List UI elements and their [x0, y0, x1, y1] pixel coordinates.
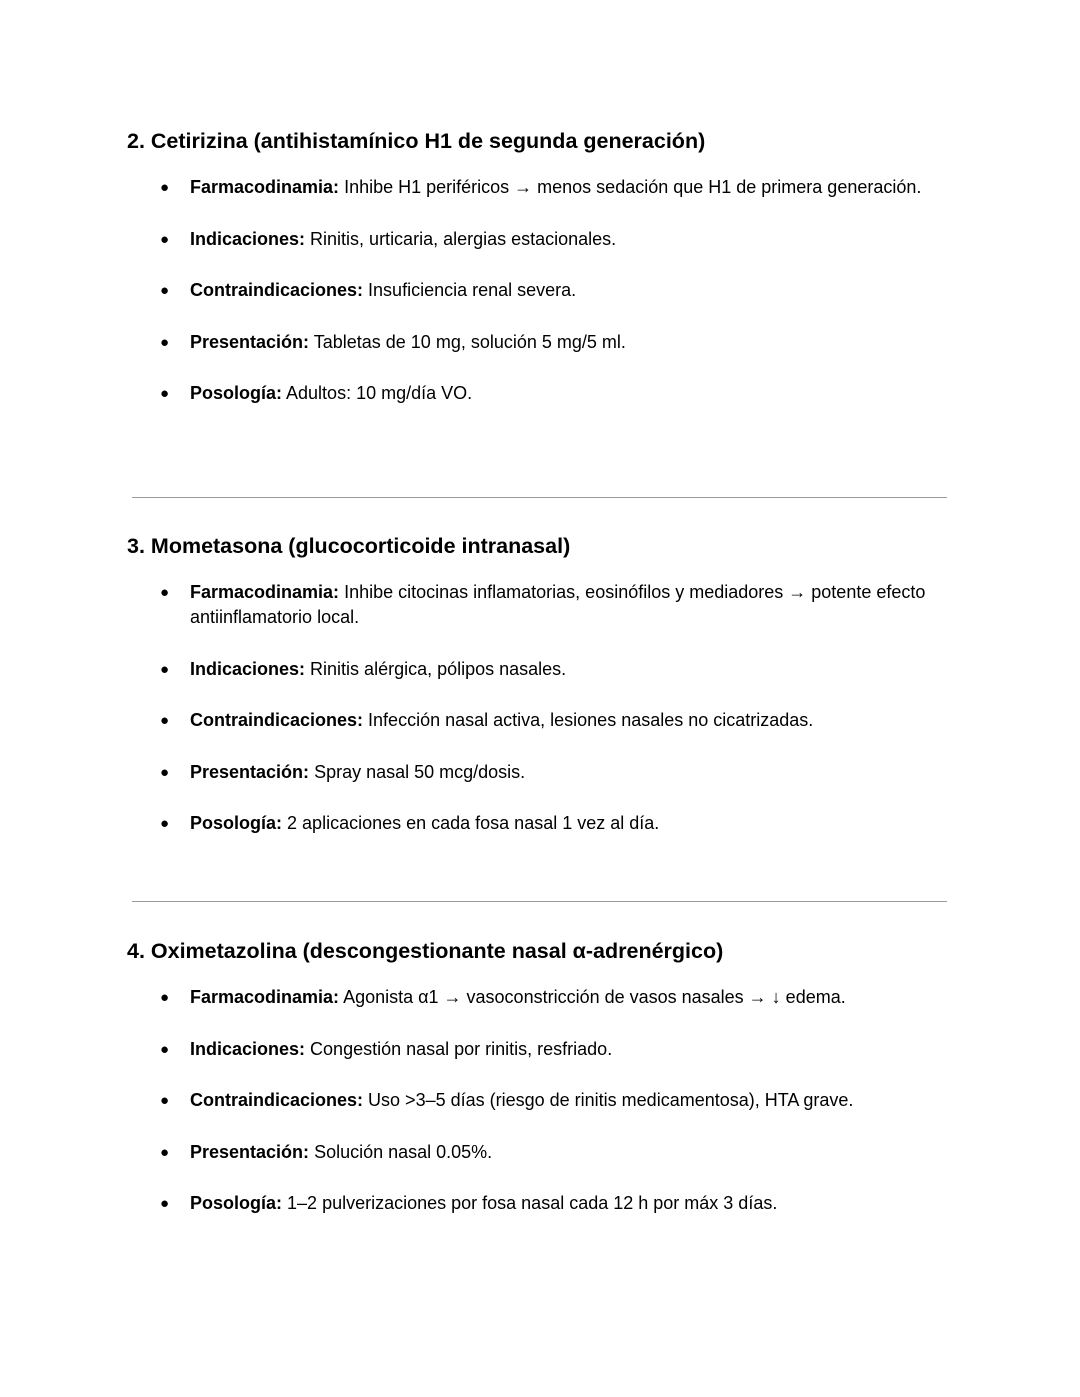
list-item [127, 227, 930, 252]
horizontal-divider [132, 497, 947, 498]
list-item [127, 760, 930, 785]
item-text: Agonista α1 → vasoconstricción de vasos nasales → ↓ edema. [343, 987, 846, 1007]
item-text: Tabletas de 10 mg, solución 5 mg/5 ml. [313, 331, 626, 352]
list-item [127, 1140, 930, 1165]
bullet-icon: ● [160, 282, 170, 299]
list-item [127, 1088, 930, 1113]
drug-info-list [127, 580, 957, 836]
item-text: Inhibe citocinas inflamatorias, eosinófilos y mediadores → potente efecto antiinflamatorio local. [190, 582, 926, 627]
item-text: Inhibe H1 periféricos → menos sedación que H1 de primera generación. [344, 177, 922, 197]
item-text: Adultos: 10 mg/día VO. [286, 383, 473, 403]
item-label: Presentación: [190, 761, 310, 782]
list-item [127, 330, 930, 355]
bullet-icon: ● [160, 1040, 170, 1058]
item-text: 1–2 pulverizaciones por fosa nasal cada 12 h por máx 3 días. [287, 1193, 778, 1213]
list-item [127, 175, 930, 200]
bullet-icon: ● [160, 385, 170, 402]
drug-section [127, 531, 957, 863]
item-label: Posología: [190, 1193, 283, 1213]
item-text: Infección nasal activa, lesiones nasales no cicatrizadas. [368, 710, 814, 730]
drug-info-list [127, 175, 957, 406]
item-text: Spray nasal 50 mcg/dosis. [314, 761, 526, 782]
bullet-icon: ● [160, 660, 170, 678]
list-item [127, 580, 930, 630]
bullet-icon: ● [160, 815, 170, 832]
bullet-icon: ● [160, 179, 170, 196]
item-text: Congestión nasal por rinitis, resfriado. [310, 1038, 613, 1059]
item-label: Contraindicaciones: [190, 280, 364, 300]
item-text: Insuficiencia renal severa. [368, 280, 577, 300]
item-label: Indicaciones: [190, 228, 306, 249]
item-label: Posología: [190, 383, 283, 403]
bullet-icon: ● [160, 230, 170, 248]
bullet-icon: ● [160, 333, 170, 351]
item-label: Farmacodinamia: [190, 987, 340, 1007]
section-heading: 4. Oximetazolina (descongestionante nasal α-adrenérgico) [127, 939, 724, 963]
bullet-icon: ● [160, 1195, 170, 1212]
item-text: Solución nasal 0.05%. [314, 1141, 493, 1162]
item-label: Contraindicaciones: [190, 1090, 364, 1110]
drug-section [127, 936, 957, 1243]
item-text: Rinitis alérgica, pólipos nasales. [310, 658, 567, 679]
list-item [127, 1037, 930, 1062]
item-label: Indicaciones: [190, 1038, 306, 1059]
item-label: Farmacodinamia: [190, 177, 340, 197]
list-item [127, 381, 930, 406]
bullet-icon: ● [160, 763, 170, 781]
bullet-icon: ● [160, 584, 170, 601]
list-item [127, 278, 930, 303]
item-label: Presentación: [190, 1141, 310, 1162]
bullet-icon: ● [160, 989, 170, 1006]
list-item [127, 657, 930, 682]
item-label: Posología: [190, 813, 283, 833]
section-heading: 2. Cetirizina (antihistamínico H1 de segunda generación) [127, 129, 706, 153]
list-item [127, 708, 930, 733]
bullet-icon: ● [160, 712, 170, 729]
section-heading: 3. Mometasona (glucocorticoide intranasal) [127, 534, 571, 558]
item-label: Contraindicaciones: [190, 710, 364, 730]
horizontal-divider [132, 901, 947, 902]
bullet-icon: ● [160, 1143, 170, 1161]
drug-info-list [127, 985, 957, 1216]
list-item [127, 811, 930, 836]
item-label: Farmacodinamia: [190, 582, 340, 602]
item-text: Rinitis, urticaria, alergias estacionales. [310, 228, 617, 249]
drug-section [127, 126, 957, 433]
bullet-icon: ● [160, 1092, 170, 1109]
item-text: 2 aplicaciones en cada fosa nasal 1 vez al día. [287, 813, 660, 833]
list-item [127, 1191, 930, 1216]
list-item [127, 985, 930, 1010]
item-label: Presentación: [190, 331, 310, 352]
item-text: Uso >3–5 días (riesgo de rinitis medicamentosa), HTA grave. [368, 1090, 854, 1110]
item-label: Indicaciones: [190, 658, 306, 679]
